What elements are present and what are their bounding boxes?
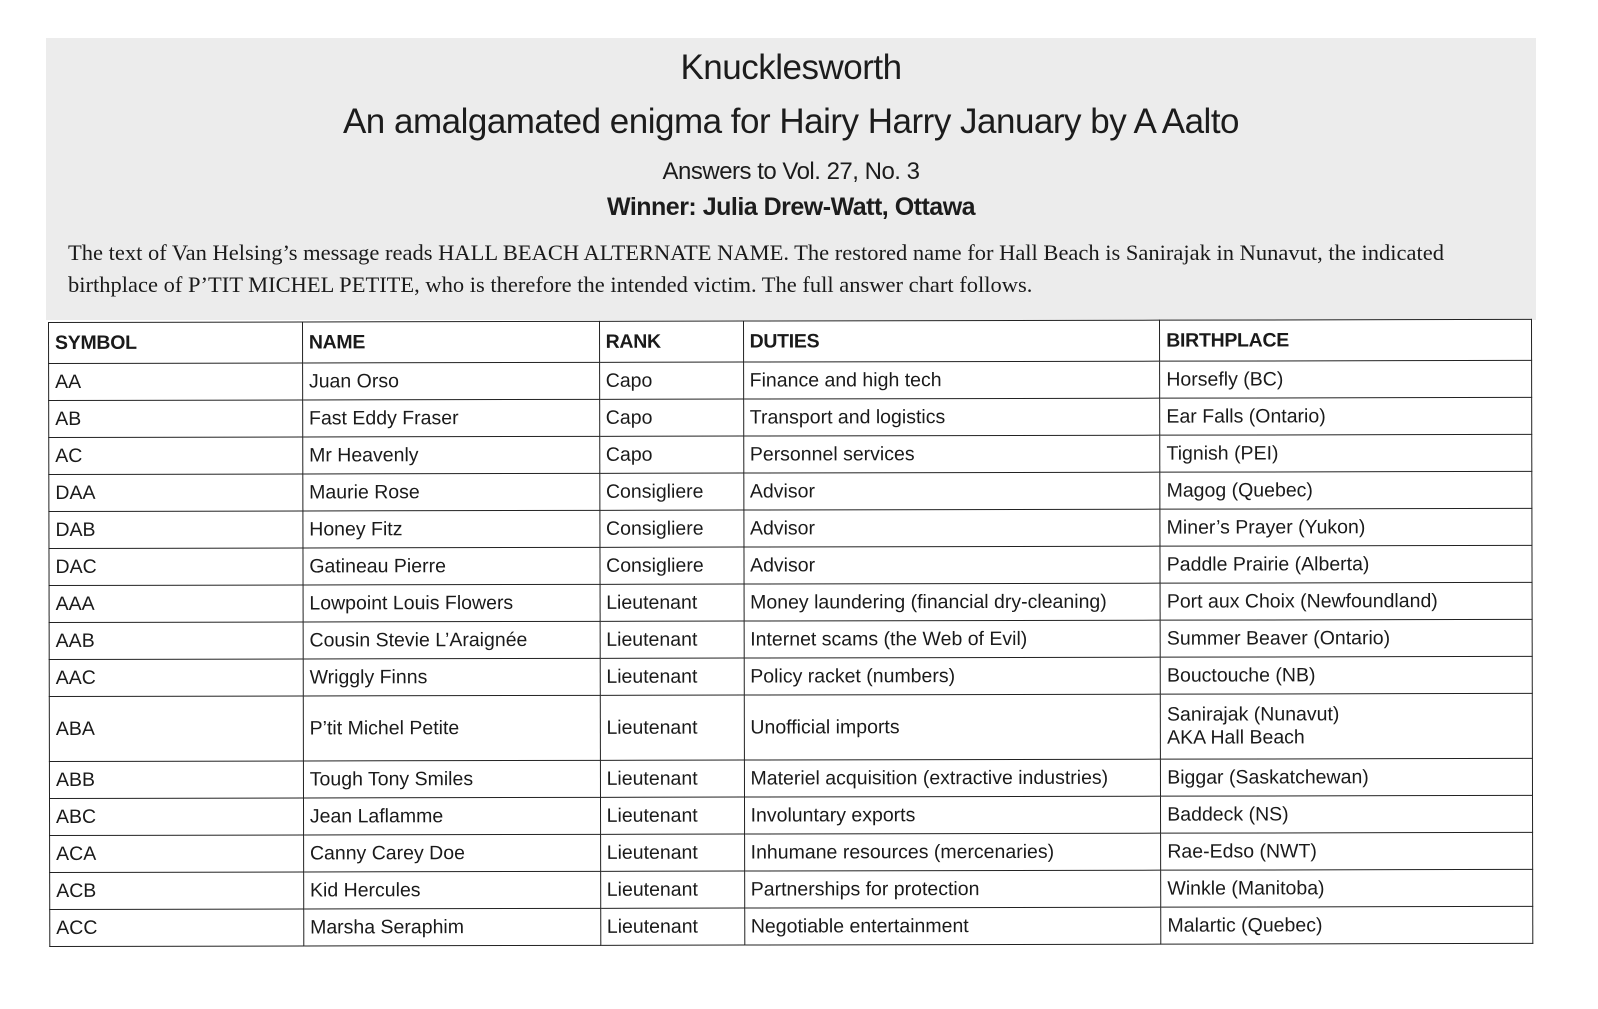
cell-birthplace: Biggar (Saskatchewan) <box>1161 758 1533 796</box>
table-row <box>50 869 1533 909</box>
cell-birthplace: Summer Beaver (Ontario) <box>1160 619 1532 657</box>
table-row <box>49 795 1532 835</box>
cell-name: Marsha Seraphim <box>304 908 601 946</box>
cell-birthplace: Port aux Choix (Newfoundland) <box>1160 582 1532 620</box>
cell-rank: Consigliere <box>599 473 743 510</box>
page-title: Knucklesworth <box>680 48 902 87</box>
cell-symbol: DAA <box>49 474 303 512</box>
cell-birthplace: Miner’s Prayer (Yukon) <box>1160 508 1532 546</box>
table-row <box>49 758 1532 798</box>
cell-birthplace-aka-line: AKA Hall Beach <box>1167 726 1305 749</box>
table-row <box>49 656 1532 696</box>
table-row <box>49 360 1532 400</box>
table-row <box>49 397 1532 437</box>
cell-duties: Transport and logistics <box>743 398 1160 436</box>
cell-birthplace: Paddle Prairie (Alberta) <box>1160 545 1532 583</box>
cell-name: Tough Tony Smiles <box>303 760 600 798</box>
cell-birthplace: Tignish (PEI) <box>1160 434 1532 472</box>
cell-name: P’tit Michel Petite <box>303 695 600 761</box>
cell-symbol: AC <box>49 437 303 475</box>
cell-symbol: ABB <box>49 761 303 799</box>
cell-symbol: AAB <box>49 622 303 660</box>
cell-name: Mr Heavenly <box>303 436 600 474</box>
cell-name: Cousin Stevie L’Araignée <box>303 621 600 659</box>
table-row <box>49 471 1532 511</box>
cell-duties: Internet scams (the Web of Evil) <box>744 620 1161 658</box>
cell-symbol: AAC <box>49 659 303 697</box>
cell-birthplace: Rae-Edso (NWT) <box>1161 832 1533 870</box>
cell-birthplace: Ear Falls (Ontario) <box>1160 397 1532 435</box>
answer-chart-table <box>48 319 1533 947</box>
cell-rank: Lieutenant <box>600 871 744 908</box>
table-row <box>49 508 1532 548</box>
cell-name: Lowpoint Louis Flowers <box>303 584 600 622</box>
cell-rank: Lieutenant <box>600 760 744 797</box>
cell-name: Jean Laflamme <box>303 797 600 835</box>
column-header-name: NAME <box>302 321 599 363</box>
cell-birthplace: Magog (Quebec) <box>1160 471 1532 509</box>
column-header-symbol: SYMBOL <box>49 322 303 364</box>
cell-duties: Advisor <box>743 509 1160 547</box>
cell-name: Fast Eddy Fraser <box>302 399 599 437</box>
cell-rank: Capo <box>599 436 743 473</box>
page-subtitle: An amalgamated enigma for Hairy Harry January by A Aalto <box>342 102 1240 141</box>
table-row <box>49 582 1532 622</box>
cell-birthplace: Baddeck (NS) <box>1161 795 1533 833</box>
cell-birthplace: Malartic (Quebec) <box>1161 906 1533 944</box>
column-header-duties: DUTIES <box>743 320 1160 362</box>
intro-paragraph: The text of Van Helsing’s message reads HALL BEACH ALTERNATE NAME. The restored name for Hall Beach is Sanirajak in Nunavut, the indicated birthplace of P’TIT MICHEL PETITE, who is therefore the intended victim. The full answer chart follows. <box>68 240 1444 297</box>
table-row <box>50 832 1533 872</box>
cell-rank: Capo <box>599 399 743 436</box>
table-body <box>49 360 1533 946</box>
cell-duties: Policy racket (numbers) <box>744 657 1161 695</box>
cell-duties: Money laundering (financial dry-cleaning) <box>744 583 1161 621</box>
answers-line: Answers to Vol. 27, No. 3 <box>662 158 920 185</box>
cell-birthplace <box>1161 693 1533 759</box>
cell-birthplace: Bouctouche (NB) <box>1160 656 1532 694</box>
column-header-rank: RANK <box>599 321 743 362</box>
cell-symbol: DAB <box>49 511 303 549</box>
cell-name: Gatineau Pierre <box>303 547 600 585</box>
cell-name: Juan Orso <box>302 362 599 400</box>
cell-symbol: ACB <box>50 872 304 910</box>
cell-duties: Involuntary exports <box>744 796 1161 834</box>
cell-birthplace: Horsefly (BC) <box>1160 360 1532 398</box>
table-row <box>49 545 1532 585</box>
cell-birthplace: Winkle (Manitoba) <box>1161 869 1533 907</box>
cell-rank: Consigliere <box>599 510 743 547</box>
table-row <box>50 906 1533 946</box>
table-row <box>49 619 1532 659</box>
cell-symbol: DAC <box>49 548 303 586</box>
cell-rank: Consigliere <box>600 547 744 584</box>
cell-duties: Unofficial imports <box>744 694 1161 760</box>
winner-line: Winner: Julia Drew-Watt, Ottawa <box>606 193 976 221</box>
table-header-row <box>49 319 1532 363</box>
cell-rank: Capo <box>599 362 743 399</box>
cell-duties: Personnel services <box>743 435 1160 473</box>
cell-name: Wriggly Finns <box>303 658 600 696</box>
cell-symbol: AB <box>49 400 303 438</box>
cell-name: Maurie Rose <box>303 473 600 511</box>
cell-duties: Advisor <box>743 472 1160 510</box>
cell-rank: Lieutenant <box>600 834 744 871</box>
cell-rank: Lieutenant <box>600 658 744 695</box>
cell-duties: Finance and high tech <box>743 361 1160 399</box>
cell-symbol: ACA <box>50 835 304 873</box>
cell-duties: Materiel acquisition (extractive industries) <box>744 759 1161 797</box>
cell-rank: Lieutenant <box>600 621 744 658</box>
cell-symbol: ABA <box>49 696 303 762</box>
cell-symbol: ACC <box>50 909 304 947</box>
column-header-birthplace: BIRTHPLACE <box>1160 319 1532 361</box>
cell-name: Honey Fitz <box>303 510 600 548</box>
cell-duties: Advisor <box>744 546 1161 584</box>
table-row <box>49 434 1532 474</box>
cell-birthplace-line: Sanirajak (Nunavut) <box>1167 703 1340 726</box>
cell-rank: Lieutenant <box>600 695 744 760</box>
cell-name: Kid Hercules <box>303 871 600 909</box>
cell-duties: Negotiable entertainment <box>744 907 1161 945</box>
cell-symbol: ABC <box>49 798 303 836</box>
cell-rank: Lieutenant <box>600 584 744 621</box>
cell-rank: Lieutenant <box>600 908 744 945</box>
cell-duties: Partnerships for protection <box>744 870 1161 908</box>
cell-rank: Lieutenant <box>600 797 744 834</box>
cell-symbol: AAA <box>49 585 303 623</box>
table-row <box>49 693 1532 761</box>
cell-name: Canny Carey Doe <box>303 834 600 872</box>
cell-duties: Inhumane resources (mercenaries) <box>744 833 1161 871</box>
cell-symbol: AA <box>49 363 303 401</box>
